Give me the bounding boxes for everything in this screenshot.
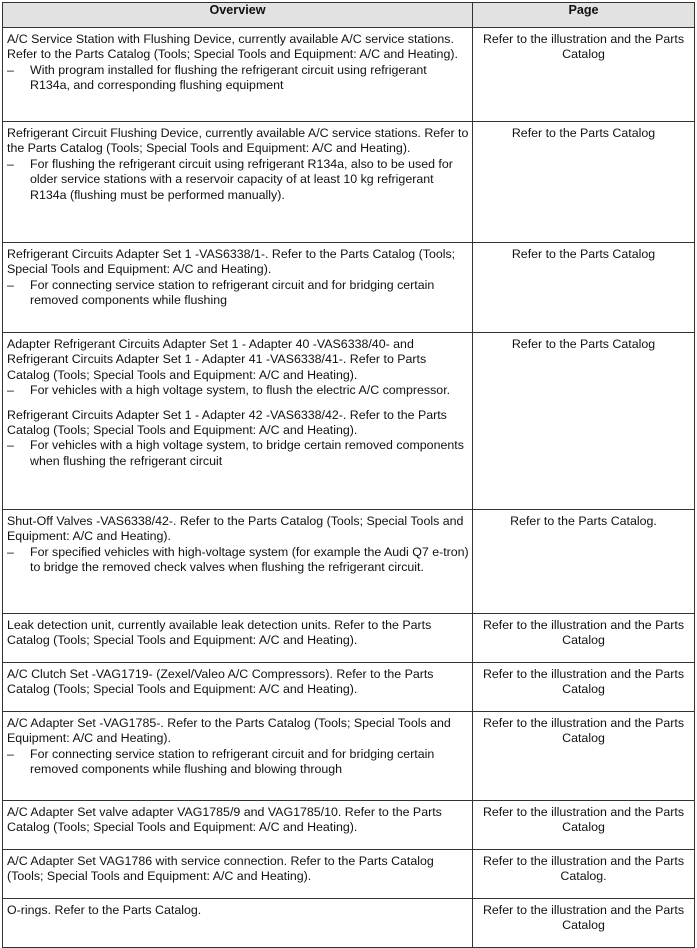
overview-text: Shut-Off Valves -VAS6338/42-. Refer to the Parts Catalog (Tools; Special Tools and Equipment: A/C and Heating). <box>7 514 464 544</box>
page-reference-cell: Refer to the illustration and the Parts Catalog <box>473 614 695 663</box>
overview-text: A/C Clutch Set -VAG1719- (Zexel/Valeo A/C Compressors). Refer to the Parts Catalog (Tools; Special Tools and Equipment: A/C and Heating). <box>7 667 434 697</box>
table-row <box>3 899 695 948</box>
overview-text: A/C Adapter Set valve adapter VAG1785/9 and VAG1785/10. Refer to the Parts Catalog (Tools; Special Tools and Equipment: A/C and Heating). <box>7 805 442 835</box>
bullet-item <box>7 63 469 94</box>
overview-text: Refrigerant Circuit Flushing Device, currently available A/C service stations. Refer to the Parts Catalog (Tools; Special Tools and Equipment: A/C and Heating). <box>7 126 469 156</box>
overview-text: Leak detection unit, currently available leak detection units. Refer to the Parts Catalog (Tools; Special Tools and Equipment: A/C and Heating). <box>7 618 432 648</box>
bullet-text: For connecting service station to refrigerant circuit and for bridging certain removed components while flushing <box>30 277 435 308</box>
overview-cell <box>3 614 473 663</box>
page-reference-cell: Refer to the illustration and the Parts Catalog <box>473 801 695 850</box>
page-reference-cell: Refer to the illustration and the Parts Catalog <box>473 712 695 801</box>
table-row <box>3 510 695 614</box>
dash-bullet-icon: – <box>7 746 14 761</box>
overview-cell <box>3 243 473 333</box>
bullet-text: For vehicles with a high voltage system, to flush the electric A/C compressor. <box>30 383 451 398</box>
page-reference-cell: Refer to the illustration and the Parts Catalog <box>473 899 695 948</box>
table-row <box>3 243 695 333</box>
overview-cell <box>3 663 473 712</box>
bullet-text: For connecting service station to refrigerant circuit and for bridging certain removed components while flushing and blowing through <box>30 746 435 777</box>
table-row <box>3 801 695 850</box>
bullet-item <box>7 545 469 576</box>
bullet-text: With program installed for flushing the refrigerant circuit using refrigerant R134a, and corresponding flushing equipment <box>30 62 427 93</box>
header-overview: Overview <box>3 3 473 28</box>
dash-bullet-icon: – <box>7 438 14 453</box>
table-row <box>3 712 695 801</box>
bullet-item <box>7 383 469 398</box>
page-reference-cell: Refer to the Parts Catalog <box>473 333 695 510</box>
table-row <box>3 614 695 663</box>
overview-text: Adapter Refrigerant Circuits Adapter Set 1 - Adapter 40 -VAS6338/40- and Refrigerant Circuits Adapter Set 1 - Adapter 41 -VAS6338/41-. Refer to Parts Catalog (Tools; Special Tools and Equipment: A/C and Heating). <box>7 337 427 382</box>
table-row <box>3 663 695 712</box>
page-reference-cell: Refer to the illustration and the Parts Catalog <box>473 28 695 122</box>
page-reference-cell: Refer to the illustration and the Parts Catalog <box>473 663 695 712</box>
dash-bullet-icon: – <box>7 277 14 292</box>
overview-cell <box>3 122 473 243</box>
tools-overview-table <box>2 2 695 948</box>
page-reference-cell: Refer to the Parts Catalog <box>473 122 695 243</box>
table-body <box>3 28 695 948</box>
overview-cell <box>3 28 473 122</box>
overview-text: A/C Adapter Set VAG1786 with service connection. Refer to the Parts Catalog (Tools; Special Tools and Equipment: A/C and Heating). <box>7 854 434 884</box>
overview-cell <box>3 899 473 948</box>
dash-bullet-icon: – <box>7 156 14 171</box>
overview-cell <box>3 850 473 899</box>
overview-text: O-rings. Refer to the Parts Catalog. <box>7 903 202 917</box>
overview-cell <box>3 801 473 850</box>
bullet-text: For specified vehicles with high-voltage system (for example the Audi Q7 e-tron) to bridge the removed check valves when flushing the refrigerant circuit. <box>30 544 469 575</box>
overview-cell <box>3 712 473 801</box>
bullet-text: For vehicles with a high voltage system, to bridge certain removed components when flushing the refrigerant circuit <box>30 438 464 468</box>
bullet-item <box>7 747 469 778</box>
paragraph-gap <box>7 399 469 408</box>
bullet-text: For flushing the refrigerant circuit using refrigerant R134a, also to be used for older service stations with a reservoir capacity of at least 10 kg refrigerant R134a (flushing must be performed manually). <box>30 156 453 202</box>
table-header-row <box>3 3 695 28</box>
overview-text: A/C Service Station with Flushing Device, currently available A/C service stations. Refer to the Parts Catalog (Tools; Special Tools and Equipment: A/C and Heating). <box>7 32 458 62</box>
bullet-item <box>7 278 469 309</box>
bullet-item <box>7 438 469 469</box>
overview-text: A/C Adapter Set -VAG1785-. Refer to the Parts Catalog (Tools; Special Tools and Equipment: A/C and Heating). <box>7 716 451 746</box>
header-page: Page <box>473 3 695 28</box>
dash-bullet-icon: – <box>7 62 14 77</box>
bullet-item <box>7 157 469 203</box>
table-row <box>3 28 695 122</box>
page-reference-cell: Refer to the Parts Catalog <box>473 243 695 333</box>
page-reference-cell: Refer to the illustration and the Parts Catalog. <box>473 850 695 899</box>
dash-bullet-icon: – <box>7 383 14 398</box>
table-row <box>3 122 695 243</box>
overview-text: Refrigerant Circuits Adapter Set 1 -VAS6338/1-. Refer to the Parts Catalog (Tools; Special Tools and Equipment: A/C and Heating). <box>7 247 456 277</box>
overview-text: Refrigerant Circuits Adapter Set 1 - Adapter 42 -VAS6338/42-. Refer to the Parts Catalog (Tools; Special Tools and Equipment: A/C and Heating). <box>7 407 447 438</box>
overview-cell <box>3 333 473 510</box>
table-row <box>3 333 695 510</box>
overview-cell <box>3 510 473 614</box>
table-row <box>3 850 695 899</box>
page-reference-cell: Refer to the Parts Catalog. <box>473 510 695 614</box>
dash-bullet-icon: – <box>7 544 14 559</box>
